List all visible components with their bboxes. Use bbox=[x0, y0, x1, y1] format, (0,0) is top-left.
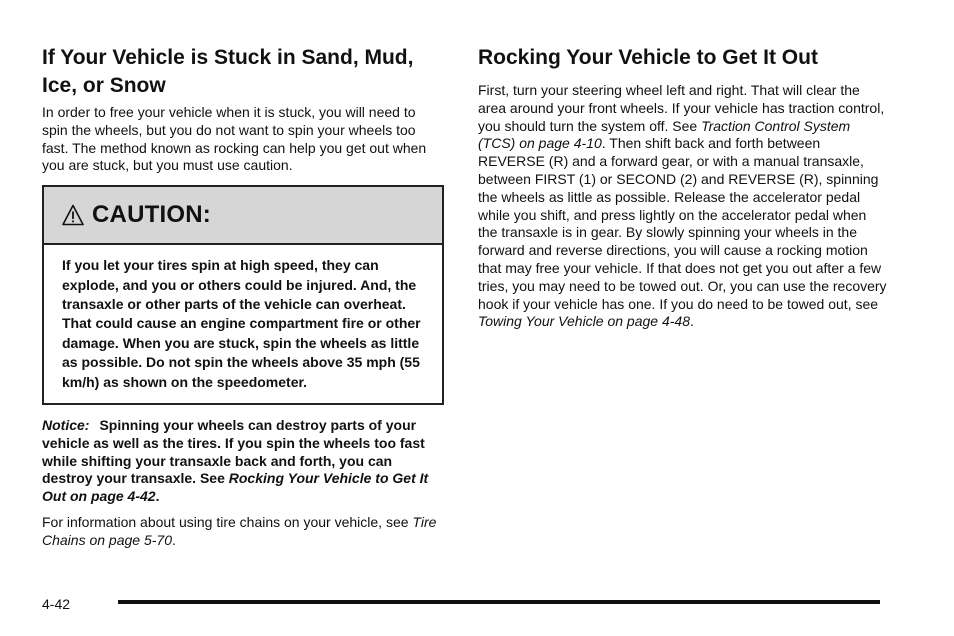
notice-tag: Notice: bbox=[42, 417, 90, 434]
caution-box bbox=[42, 185, 444, 405]
notice-paragraph bbox=[42, 417, 444, 506]
notice-reference-link[interactable]: Rocking Your Vehicle to Get It Out on page 4-42 bbox=[42, 470, 429, 505]
rocking-end: . bbox=[689, 313, 694, 330]
tire-chains-reference-link[interactable]: Tire Chains on page 5-70 bbox=[42, 514, 437, 548]
rocking-paragraph bbox=[478, 82, 888, 331]
tire-chains-end: . bbox=[172, 531, 176, 548]
warning-triangle-icon bbox=[62, 204, 84, 226]
caution-header bbox=[44, 187, 442, 245]
left-column bbox=[42, 44, 444, 550]
towing-reference-link[interactable]: Towing Your Vehicle on page 4-48 bbox=[478, 313, 690, 330]
caution-label: CAUTION: bbox=[92, 201, 211, 229]
rocking-text-part2: . Then shift back and forth between REVERSE (R) and a forward gear, or with a manual transaxle, between FIRST (1) or SECOND (2) and REVERSE (R), spinning the wheels as little as possible. Release the accelerator pedal while you shift, and press lightly on the accelerator pedal when the transaxle is in gear. By slowly spinning your wheels in the forward and reverse directions, you will cause a rocking motion that may free your vehicle. If that does not get you out after a few tries, you may need to be towed out. Or, you can use the recovery hook if your vehicle has one. If you do need to be towed out, see bbox=[478, 135, 887, 312]
caution-text: If you let your tires spin at high speed, they can explode, and you or others could be injured. And, the transaxle or other parts of the vehicle can overheat. That could cause an engine compartment fire or other damage. When you are stuck, spin the wheels as little as possible. Do not spin the wheels above 35 mph (55 km/h) as shown on the speedometer. bbox=[62, 257, 421, 390]
notice-end: . bbox=[155, 488, 160, 505]
right-column bbox=[478, 44, 888, 331]
rocking-text-part1: First, turn your steering wheel left and right. That will clear the area around your front wheels. If your vehicle has traction control, you should turn the system off. See bbox=[478, 82, 885, 134]
notice-text: Spinning your wheels can destroy parts of your vehicle as well as the tires. If you spin the wheels too fast while shifting your transaxle back and forth, you can destroy your transaxle. See bbox=[42, 417, 425, 487]
stuck-intro: In order to free your vehicle when it is stuck, you will need to spin the wheels, but you do not want to spin your wheels too fast. The method known as rocking can help you get out when you are stuck, but you must use caution. bbox=[42, 104, 427, 174]
page-number: 4-42 bbox=[42, 596, 71, 612]
tcs-reference-link[interactable]: Traction Control System (TCS) on page 4-10 bbox=[478, 117, 851, 152]
tire-chains-text: For information about using tire chains on your vehicle, see bbox=[42, 514, 409, 531]
stuck-heading: If Your Vehicle is Stuck in Sand, Mud, Ice, or Snow bbox=[42, 46, 414, 97]
tire-chains-paragraph bbox=[42, 514, 444, 550]
rocking-heading: Rocking Your Vehicle to Get It Out bbox=[478, 46, 818, 69]
footer-rule bbox=[118, 600, 880, 604]
